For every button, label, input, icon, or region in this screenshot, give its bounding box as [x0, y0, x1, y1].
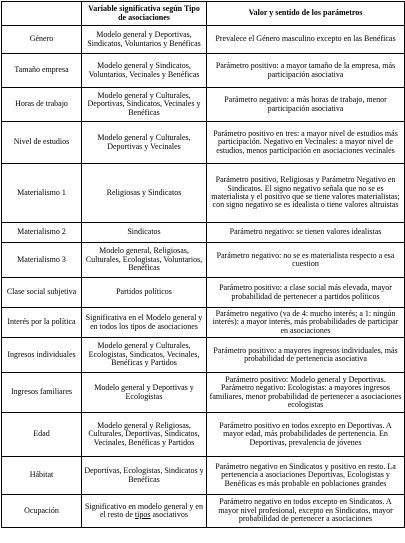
- table-row: [2, 88, 405, 122]
- table-row: [2, 223, 405, 243]
- row-associations-pre: Significativo en modelo general y en el resto de: [85, 501, 203, 519]
- row-variable: Clase social subjetiva: [2, 278, 82, 308]
- row-associations: Modelo general, Religiosas, Culturales, Ecologistas, Voluntarios, Benéficas: [82, 243, 207, 278]
- row-variable: Materialismo 1: [2, 164, 82, 223]
- row-associations-post: asociativos: [150, 510, 188, 519]
- table-row: [2, 26, 405, 54]
- row-associations: Deportivas, Ecologistas, Sindicatos y Benéficas: [82, 457, 207, 495]
- row-value: Parámetro positivo, Religiosas y Parámetro Negativo en Sindicatos. El signo negativo señala que no se es materialista y el positivo que se tiene valores materialistas; con signo negativo se es idealista o tiene valores altruistas: [207, 164, 405, 223]
- row-variable: Ocupación: [2, 495, 82, 528]
- row-associations: Modelo general y Deportivas, Sindicatos, Voluntarios y Benéficas: [82, 26, 207, 54]
- row-associations: [82, 495, 207, 528]
- table-row: [2, 122, 405, 164]
- row-value: Parámetro positivo: a mayor tamaño de la empresa, más participación asociativa: [207, 54, 405, 88]
- table-row: [2, 243, 405, 278]
- header-variable: [2, 2, 82, 26]
- row-associations: Sindicatos: [82, 223, 207, 243]
- parameters-table: [1, 1, 405, 528]
- row-value: Parámetro negativo en Sindicatos y positivo en resto. La pertenencia a asociaciones Deportivas, Ecologistas y Benéficas es más probable en poblaciones grandes: [207, 457, 405, 495]
- row-variable: Interés por la política: [2, 308, 82, 338]
- table-row: [2, 457, 405, 495]
- table-row: [2, 413, 405, 457]
- row-associations: Significativa en el Modelo general y en todos los tipos de asociaciones: [82, 308, 207, 338]
- row-associations: Religiosas y Sindicatos: [82, 164, 207, 223]
- row-variable: Edad: [2, 413, 82, 457]
- table-row: [2, 338, 405, 373]
- row-value: Parámetro negativo: no se es materialista respecto a esa cuestion: [207, 243, 405, 278]
- row-value: Parámetro negativo: se tienen valores idealistas: [207, 223, 405, 243]
- row-associations: Modelo general y Deportivas y Ecologistas: [82, 373, 207, 413]
- row-value: Parámetro positivo: a clase social más elevada, mayor probabilidad de pertenecer a partidos políticos: [207, 278, 405, 308]
- row-variable: Tamaño empresa: [2, 54, 82, 88]
- row-value: Parámetro negativo: a más horas de trabajo, menor participación asociativa: [207, 88, 405, 122]
- header-significant-variable: Variable significativa según Tipo de asociaciones: [82, 2, 207, 26]
- table-row: [2, 278, 405, 308]
- table-header-row: [2, 2, 405, 26]
- row-variable: Horas de trabajo: [2, 88, 82, 122]
- table-row: [2, 54, 405, 88]
- table-row: [2, 495, 405, 528]
- table-row: [2, 164, 405, 223]
- row-variable: Materialismo 2: [2, 223, 82, 243]
- table-row: [2, 308, 405, 338]
- row-variable: Ingresos familiares: [2, 373, 82, 413]
- row-variable: Nivel de estudios: [2, 122, 82, 164]
- row-associations: Modelo general y Sindicatos, Voluntarios, Vecinales y Benéficas: [82, 54, 207, 88]
- row-value: Parámetro negativo en todos excepto en Sindicatos. A mayor nivel profesional, excepto en Sindicatos, mayor probabilidad de pertenecer a asociaciones: [207, 495, 405, 528]
- row-variable: Ingresos individuales: [2, 338, 82, 373]
- row-associations-link: tipos: [134, 510, 151, 519]
- header-value-and-sense: Valor y sentido de los parámetros: [207, 2, 405, 26]
- row-variable: Hábitat: [2, 457, 82, 495]
- row-value: Parámetro positivo en todos excepto en Deportivas. A mayor edad, más probabilidades de pertenencia. En Deportivas, prevalencia de jóvenes: [207, 413, 405, 457]
- row-value: Parámetro positivo: a mayores ingresos individuales, más probabilidad de pertenencia asociativa: [207, 338, 405, 373]
- row-variable: Materialismo 3: [2, 243, 82, 278]
- row-value: Parámetro positivo en tres: a mayor nivel de estudios más participación. Negativo en Vecinales: a mayor nivel de estudios, menos participación en asociaciones vecinales: [207, 122, 405, 164]
- row-variable: Género: [2, 26, 82, 54]
- row-associations: Partidos políticos: [82, 278, 207, 308]
- row-associations: Modelo general y Culturales, Ecologistas, Sindicatos, Vecinales, Benéficas y Partidos: [82, 338, 207, 373]
- row-value: Prevalece el Género masculino excepto en las Benéficas: [207, 26, 405, 54]
- row-value: Parámetro negativo (va de 4: mucho interés; a 1: ningún interés): a mayor interés, más probabilidades de participar en asociaciones: [207, 308, 405, 338]
- row-associations: Modelo general y Culturales, Deportivas y Vecinales: [82, 122, 207, 164]
- row-associations: Modelo general y Religiosas, Culturales, Deportivas, Sindicatos, Vecinales, Benéficas y Partidos: [82, 413, 207, 457]
- row-value: Parámetro positivo: Modelo general y Deportivas. Parámetro negativo: Ecologistas: a mayores ingresos familiares, menor probabilidad de pertenecer a asociaciones ecologistas: [207, 373, 405, 413]
- row-associations: Modelo general y Culturales, Deportivas, Sindicatos, Vecinales y Benéficas: [82, 88, 207, 122]
- table-row: [2, 373, 405, 413]
